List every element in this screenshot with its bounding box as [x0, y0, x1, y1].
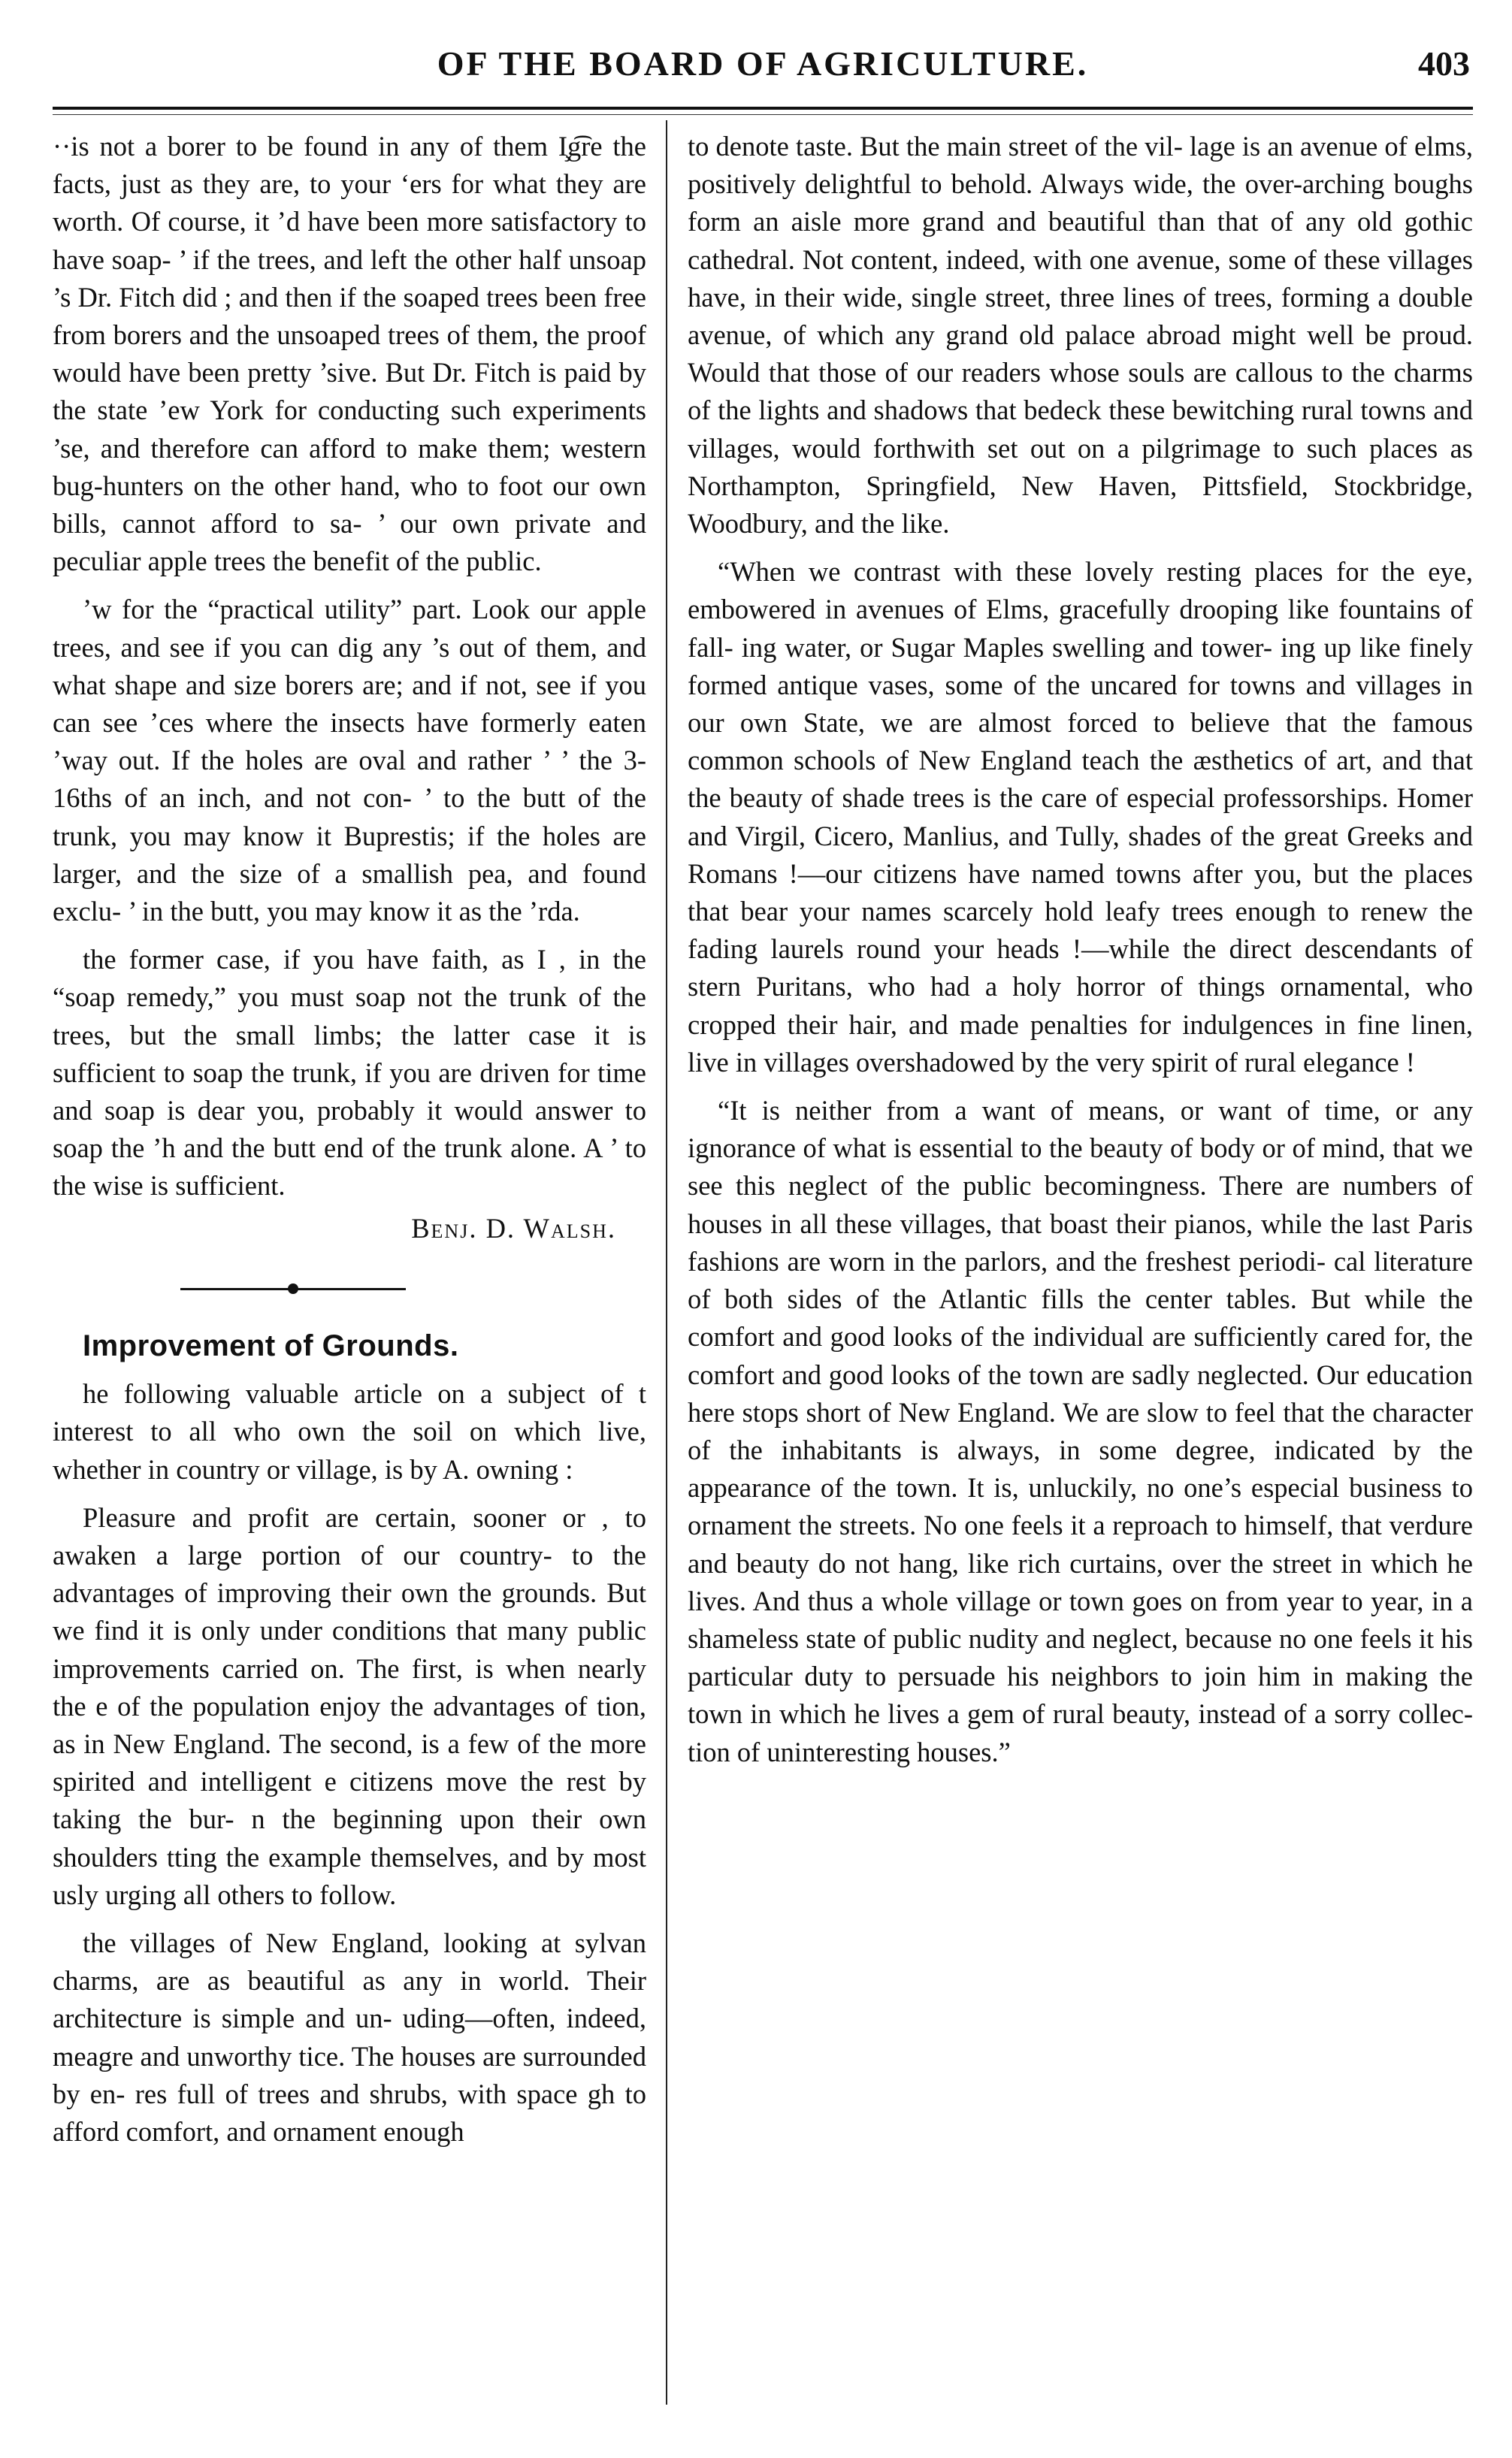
left-column [53, 128, 646, 2151]
left-paragraph-4: he following valuable article on a subject of t interest to all who own the soil on which live, whether in country or village, is by A. owning : [53, 1378, 646, 1485]
column-divider [666, 120, 667, 2405]
right-column [688, 128, 1473, 1771]
left-paragraph-1: ··is not a borer to be found in any of them I̧g͡re the facts, just as they are, to your ‘ers for what they are worth. Of course, it ’d have been more satisfactory to have soap- ’ if the trees, and left the other half unsoap ’s Dr. Fitch did ; and then if the soaped trees been free from borers and the unsoaped trees of them, the proof would have been pretty ’sive. But Dr. Fitch is paid by the state ’ew York for conducting such experiments ’se, and therefore can afford to make them; western bug-hunters on the other hand, who to foot our own bills, cannot afford to sa- ’ our own private and peculiar apple trees the benefit of the public. [53, 131, 646, 577]
left-paragraph-2: ’w for the “practical utility” part. Look our apple trees, and see if you can dig any ’s out of them, and what shape and size borers are; and if not, see if you can see ’ces where the insects have formerly eaten ’way out. If the holes are oval and rather ’ ’ the 3-16ths of an inch, and not con- ’ to the butt of the trunk, you may know it Buprestis; if the holes are larger, and the size of a smallish pea, and found exclu- ’ in the butt, you may know it as the ’rda. [53, 594, 646, 927]
header-rule [53, 107, 1473, 110]
right-paragraph-1: to denote taste. But the main street of the vil- lage is an avenue of elms, positively delightful to behold. Always wide, the over-arching boughs form an aisle more grand and beautiful than that of any old gothic cathedral. Not content, indeed, with one avenue, some of these villages have, in their wide, single street, three lines of trees, forming a double avenue, of which any grand old palace abroad might well be proud. Would that those of our readers whose souls are callous to the charms of the lights and shadows that bedeck these bewitching rural towns and villages, would forthwith set out on a pilgrimage to such places as Northampton, Springfield, New Haven, Pittsfield, Stockbridge, Woodbury, and the like. [688, 131, 1474, 540]
divider-dot [288, 1283, 298, 1294]
right-paragraph-3: “It is neither from a want of means, or want of time, or any ignorance of what is essential to the beauty of body or of mind, that we see this neglect of the public becomingness. There are numbers of houses in all these villages, that boast their pianos, while the last Paris fashions are worn in the parlors, and the freshest periodi- cal literature of both sides of the Atlantic fills the center tables. But while the comfort and good looks of the individual are sufficiently cared for, the comfort and good looks of the town are sadly neglected. Our education here stops short of New England. We are slow to feel that the character of the inhabitants is always, in some degree, indicated by the appearance of the town. It is, unluckily, no one’s especial business to ornament the streets. No one feels it a reproach to himself, that verdure and beauty do not hang, like rich curtains, over the street in which he lives. And thus a whole village or town goes on from year to year, in a shameless state of public nudity and neglect, because no one feels it his particular duty to persuade his neighbors to join him in making the town in which he lives a gem of rural beauty, instead of a sorry collec- tion of uninteresting houses.” [688, 1095, 1473, 1767]
running-title: OF THE BOARD OF AGRICULTURE. [437, 44, 1089, 83]
left-paragraph-5: Pleasure and profit are certain, sooner or , to awaken a large portion of our country- to the advantages of improving their own the grounds. But we find it is only under conditions that many public improvements carried on. The first, is when nearly the e of the population enjoy the advantages of tion, as in New England. The second, is a few of the more spirited and intelligent e citizens move the rest by taking the bur- n the beginning upon their own shoulders tting the example themselves, and by most usly urging all others to follow. [53, 1501, 646, 1910]
right-paragraph-2: “When we contrast with these lovely resting places for the eye, embowered in avenues of Elms, gracefully drooping like fountains of fall- ing water, or Sugar Maples swelling and tower- ing up like finely formed antique vases, some of the uncared for towns and villages in our own State, we are almost forced to believe that the famous common schools of New England teach the æsthetics of art, and that the beauty of shade trees is the care of especial professorships. Homer and Virgil, Cicero, Manlius, and Tully, shades of the great Greeks and Romans !—our citizens have named towns after you, but the places that bear your names scarcely hold leafy trees enough to renew the fading laurels round your heads !—while the direct descendants of stern Puritans, who had a holy horror of things ornamental, who cropped their hair, and made penalties for indulgences in fine linen, live in villages overshadowed by the very spirit of rural elegance ! [688, 556, 1473, 1078]
author-signature: Benj. D. Walsh. [411, 1212, 616, 1244]
section-divider [53, 1274, 646, 1305]
header-rule-thin [53, 114, 1473, 115]
running-head [53, 39, 1473, 92]
page-number: 403 [1418, 44, 1470, 83]
left-paragraph-6: the villages of New England, looking at sylvan charms, are as beautiful as any in world. Their architecture is simple and un- uding—often, indeed, meagre and unworthy tice. The houses are surrounded by en- res full of trees and shrubs, with space gh to afford comfort, and ornament enough [53, 1927, 646, 2147]
left-paragraph-3: the former case, if you have faith, as I , in the “soap remedy,” you must soap not the trunk of the trees, but the small limbs; the latter case it is sufficient to soap the trunk, if you are driven for time and soap is dear you, probably it would answer to soap the ’h and the butt end of the trunk alone. A ’ to the wise is sufficient. [53, 944, 646, 1202]
section-heading: Improvement of Grounds. [83, 1329, 459, 1362]
